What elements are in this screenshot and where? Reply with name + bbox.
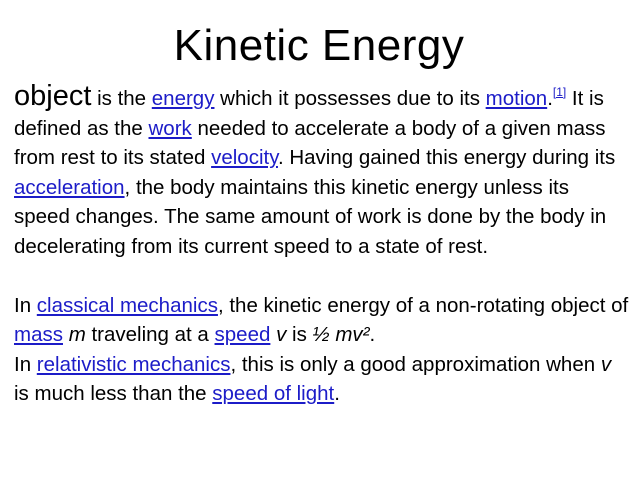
- link-speed[interactable]: speed: [214, 323, 271, 346]
- link-work[interactable]: work: [148, 116, 192, 140]
- link-classical-mechanics[interactable]: classical mechanics: [36, 293, 218, 317]
- paragraph-relativistic: [14, 350, 630, 409]
- slide-title: Kinetic Energy: [173, 21, 465, 70]
- text-span: .: [334, 382, 340, 405]
- text-span: is: [286, 323, 313, 346]
- link-speed-of-light[interactable]: speed of light: [212, 382, 335, 405]
- link-motion[interactable]: motion: [485, 87, 548, 110]
- link-acceleration[interactable]: acceleration: [14, 175, 125, 199]
- reference-link[interactable]: [1]: [552, 85, 567, 99]
- link-energy[interactable]: energy: [151, 87, 215, 110]
- paragraph-spacer: [14, 261, 630, 291]
- text-span: .: [547, 87, 553, 110]
- link-mass[interactable]: mass: [14, 323, 63, 346]
- text-span: , this is only a good approximation when: [230, 352, 601, 376]
- link-relativistic-mechanics[interactable]: relativistic mechanics: [36, 352, 231, 376]
- text-span: In: [14, 293, 37, 317]
- text-span: is much less than the: [14, 382, 213, 405]
- kinetic-energy-formula: ½ mv²: [312, 323, 370, 346]
- text-span: , the body maintains this kinetic energy unless its speed changes. The same amount of work is done by the body in decelerating from its current speed to a state of rest.: [14, 175, 607, 258]
- text-span: needed to accelerate a body of a given mass from rest to its stated: [14, 116, 606, 169]
- variable-v: v: [276, 323, 287, 346]
- text-span: .: [369, 323, 376, 346]
- text-span: It is defined as the: [14, 87, 604, 140]
- text-span: . Having gained this energy during its: [277, 146, 616, 169]
- variable-m: m: [68, 323, 86, 346]
- text-span: In: [14, 352, 37, 376]
- slide-body: [14, 82, 630, 409]
- paragraph-definition: [14, 82, 630, 261]
- link-velocity[interactable]: velocity: [211, 146, 278, 169]
- text-span: which it possesses due to its: [214, 87, 486, 110]
- text-span: object: [14, 80, 92, 112]
- text-span: , the kinetic energy of a non-rotating object of: [217, 293, 629, 317]
- text-span: is the: [91, 87, 152, 110]
- text-span: traveling at a: [85, 323, 215, 346]
- paragraph-classical: [14, 291, 630, 350]
- variable-v: v: [600, 352, 612, 376]
